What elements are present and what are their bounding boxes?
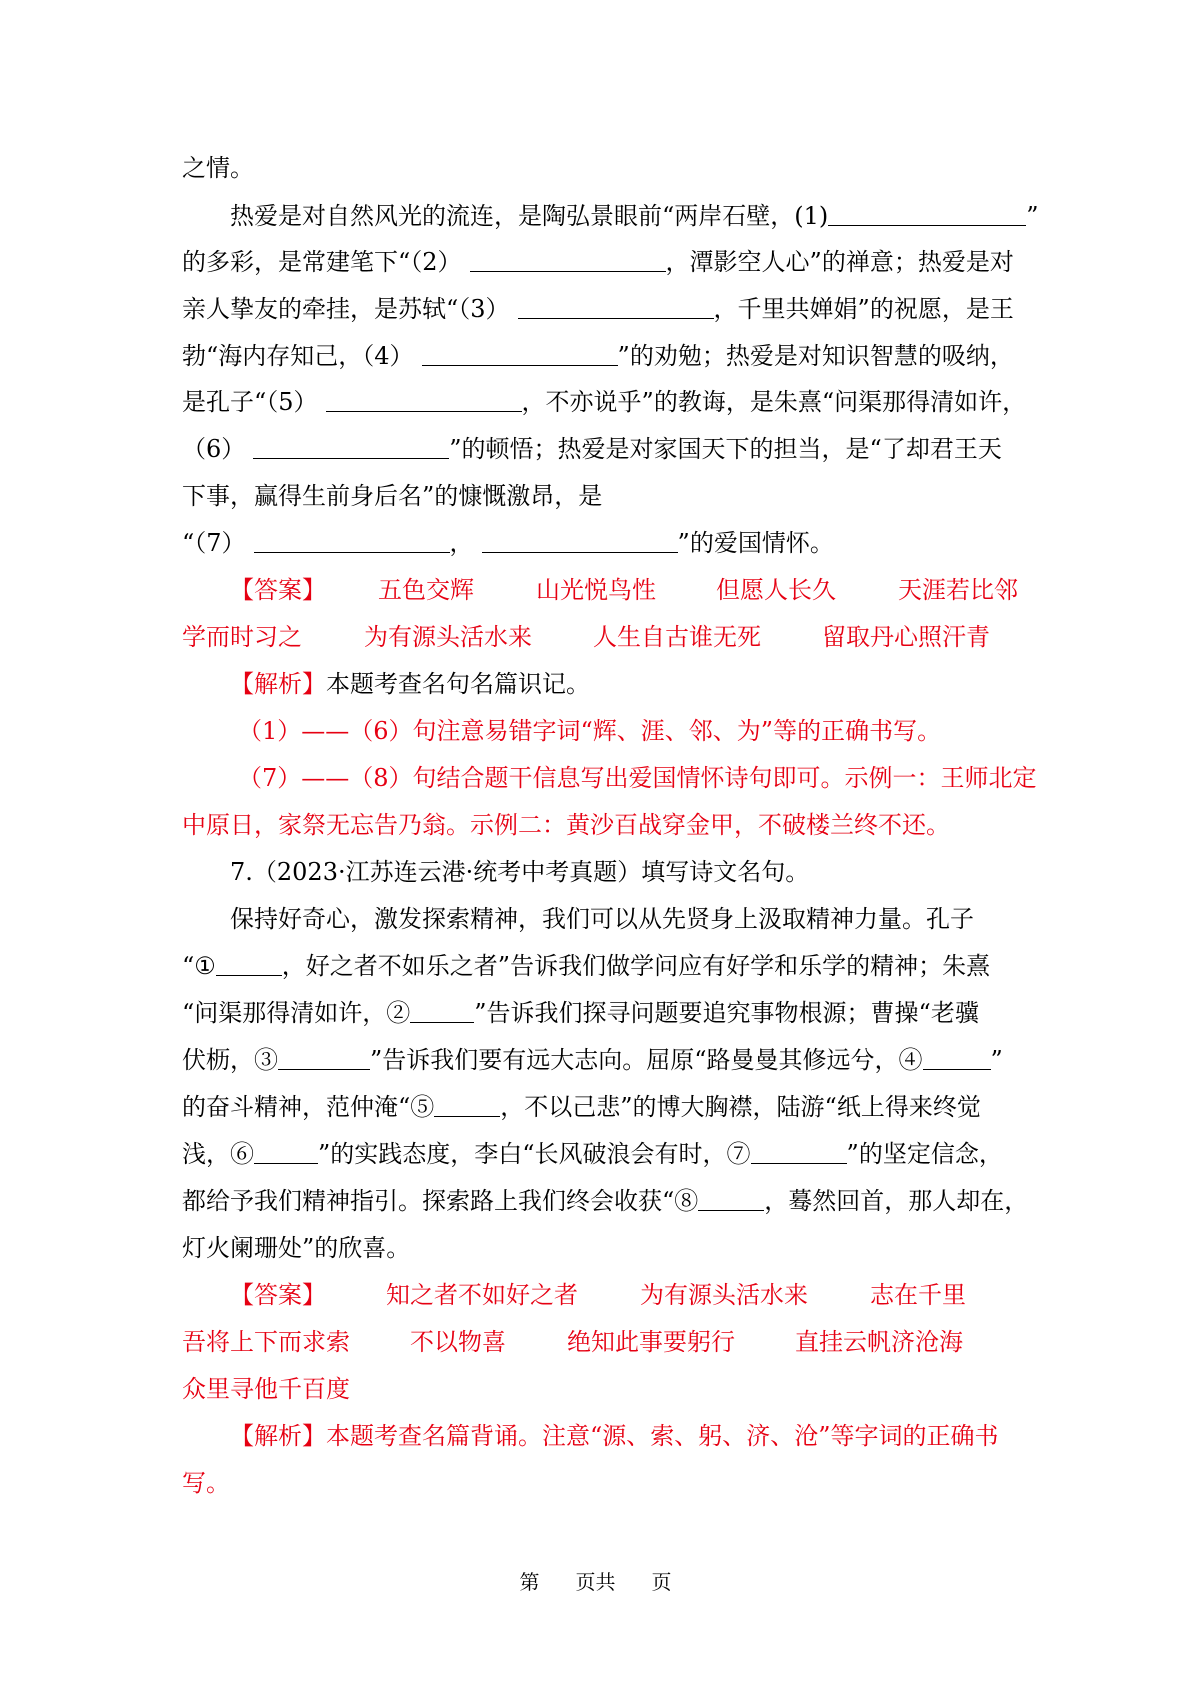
fill-blank [518, 296, 714, 319]
paragraph-line [182, 387, 1027, 417]
answer-item: 知之者不如好之者 [386, 1281, 578, 1309]
text: ，不亦说乎”的教诲，是朱熹“问渠那得清如许， [521, 388, 1027, 416]
answer-label: 【答案】 [230, 1281, 326, 1309]
text: ” [1026, 202, 1039, 230]
answer-item: 为有源头活水来 [640, 1281, 808, 1309]
text: 亲人挚友的牵挂，是苏轼“（3） [182, 295, 510, 323]
paragraph-line [182, 528, 1022, 558]
paragraph-line: 保持好奇心，激发探索精神，我们可以从先贤身上汲取精神力量。孔子 [230, 905, 974, 933]
text: 的多彩，是常建笔下“（2） [182, 248, 462, 276]
analysis-label: 【解析】 [230, 670, 326, 698]
fill-blank [410, 1000, 474, 1023]
analysis-text: 本题考查名篇背诵。注意“源、索、躬、济、沧”等字词的正确书 [326, 1422, 999, 1450]
page-footer [0, 1570, 1191, 1594]
answer-item: 吾将上下而求索 [182, 1328, 350, 1356]
paragraph-line: 浅，⑥ ”的实践态度，李白“长风破浪会有时，⑦ ”的坚定信念， [182, 1140, 1003, 1168]
question-title: 7.（2023·江苏连云港·统考中考真题）填写诗文名句。 [230, 858, 810, 886]
analysis-note: （7）——（8）句结合题干信息写出爱国情怀诗句即可。示例一：王师北定 [238, 764, 1037, 792]
answer-label: 【答案】 [230, 576, 326, 604]
footer-page-suffix: 页 [651, 1570, 672, 1594]
answer-item: 学而时习之 [182, 623, 302, 651]
analysis-line [230, 1421, 1070, 1451]
fill-blank [253, 436, 449, 459]
text: 下事，赢得生前身后名”的慷慨激昂，是 [182, 482, 603, 510]
text: ，潭影空人心”的禅意；热爱是对 [665, 248, 1014, 276]
answer-item: 天涯若比邻 [898, 576, 1018, 604]
paragraph-line: 灯火阑珊处”的欣喜。 [182, 1234, 411, 1262]
answer-item: 志在千里 [870, 1281, 966, 1309]
text: “（7） [182, 529, 246, 557]
answer-item: 绝知此事要躬行 [567, 1328, 735, 1356]
fill-blank [216, 953, 282, 976]
answer-item: 不以物喜 [410, 1328, 506, 1356]
fill-blank [751, 1141, 847, 1164]
fill-blank [698, 1188, 764, 1211]
text: 热爱是对自然风光的流连，是陶弘景眼前“两岸石壁，(1) [230, 202, 829, 230]
answer-item: 为有源头活水来 [364, 623, 532, 651]
paragraph-line [182, 434, 1022, 464]
fill-blank [278, 1047, 370, 1070]
analysis-text: 本题考查名句名篇识记。 [326, 670, 590, 698]
analysis-note: 中原日，家祭无忘告乃翁。示例二：黄沙百战穿金甲，不破楼兰终不还。 [182, 811, 950, 839]
fill-blank [254, 1141, 318, 1164]
fill-blank [254, 530, 450, 553]
analysis-note: （1）——（6）句注意易错字词“辉、涯、邻、为”等的正确书写。 [238, 717, 942, 745]
paragraph-line: 都给予我们精神指引。探索路上我们终会收获“⑧ ，蓦然回首，那人却在， [182, 1187, 1029, 1215]
text: 之情。 [182, 154, 254, 182]
fill-blank [326, 389, 522, 412]
paragraph-line [230, 201, 1070, 231]
paragraph-line [182, 153, 1022, 183]
fill-blank [434, 1094, 500, 1117]
text: ”的顿悟；热爱是对家国天下的担当，是“了却君王天 [449, 435, 1002, 463]
paragraph-line [182, 341, 1022, 371]
paragraph-line: “问渠那得清如许，② ”告诉我们探寻问题要追究事物根源；曹操“老骥 [182, 999, 979, 1027]
answer-item: 众里寻他千百度 [182, 1375, 350, 1403]
paragraph-line: 伏枥，③ ”告诉我们要有远大志向。屈原“路曼曼其修远兮，④ ” [182, 1046, 1003, 1074]
paragraph-line [182, 481, 1022, 511]
text: 勃“海内存知己，（4） [182, 342, 414, 370]
analysis-label: 【解析】 [230, 1422, 326, 1450]
paragraph-line [182, 247, 1022, 277]
text: ，千里共婵娟”的祝愿，是王 [713, 295, 1014, 323]
text: ”的爱国情怀。 [677, 529, 834, 557]
fill-blank [470, 249, 666, 272]
footer-page-label: 第 [519, 1570, 540, 1594]
analysis-line [230, 669, 1070, 699]
fill-blank [828, 203, 1026, 226]
answer-item: 留取丹心照汗青 [822, 623, 990, 651]
answer-item: 人生自古谁无死 [593, 623, 761, 651]
footer-total-label: 页共 [575, 1570, 616, 1594]
fill-blank [923, 1047, 991, 1070]
text: （6） [182, 435, 246, 463]
answer-item: 直挂云帆济沧海 [795, 1328, 963, 1356]
paragraph-line: 的奋斗精神，范仲淹“⑤ ，不以己悲”的博大胸襟，陆游“纸上得来终觉 [182, 1093, 981, 1121]
text: ， [449, 529, 474, 557]
answer-item: 山光悦鸟性 [536, 576, 656, 604]
answer-item: 五色交辉 [378, 576, 474, 604]
answer-item: 但愿人长久 [716, 576, 836, 604]
paragraph-line [182, 294, 1022, 324]
paragraph-line: “① ，好之者不如乐之者”告诉我们做学问应有好学和乐学的精神；朱熹 [182, 952, 991, 980]
text: 是孔子“（5） [182, 388, 318, 416]
fill-blank [482, 530, 678, 553]
text: ”的劝勉；热爱是对知识智慧的吸纳， [617, 342, 1014, 370]
fill-blank [422, 343, 618, 366]
analysis-line: 写。 [182, 1469, 230, 1497]
